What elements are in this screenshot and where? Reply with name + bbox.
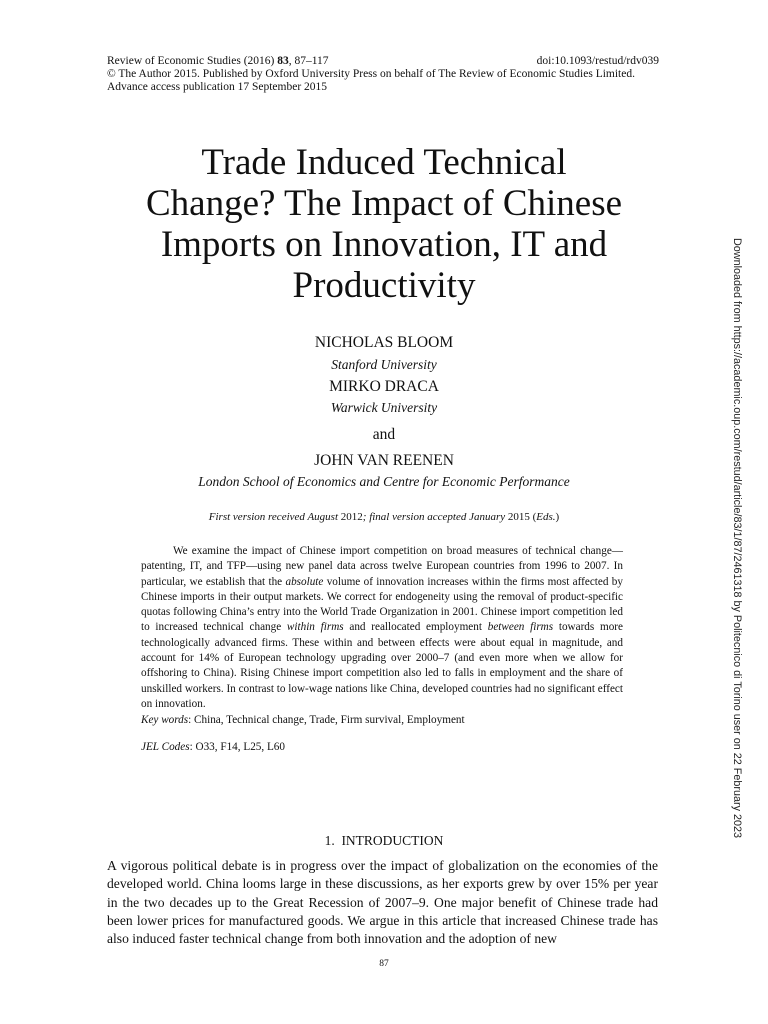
doi[interactable]: doi:10.1093/restud/rdv039 xyxy=(536,55,659,67)
journal-volume: 83 xyxy=(277,55,289,67)
journal-header xyxy=(107,55,659,94)
title-line: Imports on Innovation, IT and xyxy=(160,224,608,265)
introduction-paragraph: A vigorous political debate is in progress over the impact of globalization on the economies of the developed world. China looms large in these discussions, as her exports grew by over 15% per year in the two decades up to the Great Recession of 2007–9. One major benefit of Chinese trade had been lower prices for manufactured goods. We argue in this article that increased Chinese trade has also induced faster technical change from both innovation and the adoption of new xyxy=(107,858,658,947)
paper-title xyxy=(100,142,668,306)
abstract: We examine the impact of Chinese import competition on broad measures of technical change—patenting, IT, and TFP—using new panel data across twelve European countries from 1996 to 2007. In particular, we establish that the absolute volume of innovation increases within the firms most affected by Chinese imports in their output markets. We correct for endogeneity using the removal of product-specific quotas following China’s entry into the World Trade Organization in 2001. Chinese import competition led to increased technical change within firms and reallocated employment between firms towards more technologically advanced firms. These within and between effects were about equal in magnitude, and account for 14% of European technology upgrading over 2000–7 (and even more when we allow for offshoring to China). Rising Chinese import competition also led to falls in employment and the share of unskilled workers. In contrast to low-wage nations like China, developed countries had no significant effect on innovation. xyxy=(141,545,623,710)
title-line: Trade Induced Technical xyxy=(201,142,567,183)
jel-codes: JEL Codes: O33, F14, L25, L60 xyxy=(141,741,285,753)
download-notice: Downloaded from https://academic.oup.com/restud/article/83/1/87/2461318 by Politecnico di Torino user on 22 February 2023 xyxy=(731,238,743,838)
section-heading: 1. INTRODUCTION xyxy=(324,833,444,848)
journal-pages: , 87–117 xyxy=(288,55,329,67)
title-line: Productivity xyxy=(292,265,476,306)
author-name: MIRKO DRACA xyxy=(329,378,439,395)
advance-access-line: Advance access publication 17 September 2015 xyxy=(107,81,328,93)
copyright-line: © The Author 2015. Published by Oxford University Press on behalf of The Review of Economic Studies Limited. xyxy=(107,68,635,80)
author-affiliation: London School of Economics and Centre for Economic Performance xyxy=(198,474,570,489)
author-affiliation: Warwick University xyxy=(330,400,438,415)
author-name: JOHN VAN REENEN xyxy=(314,452,454,469)
author-name: NICHOLAS BLOOM xyxy=(314,334,454,351)
author-affiliation: Stanford University xyxy=(331,357,437,372)
keywords: Key words: China, Technical change, Trade, Firm survival, Employment xyxy=(141,714,465,726)
journal-name: Review of Economic Studies (2016) xyxy=(107,55,275,67)
and-conjunction: and xyxy=(372,426,396,443)
title-line: Change? The Impact of Chinese xyxy=(145,183,623,224)
page-number: 87 xyxy=(379,959,389,969)
submission-history: First version received August 2012; final version accepted January 2015 (Eds.) xyxy=(208,511,560,523)
citation xyxy=(107,55,329,68)
